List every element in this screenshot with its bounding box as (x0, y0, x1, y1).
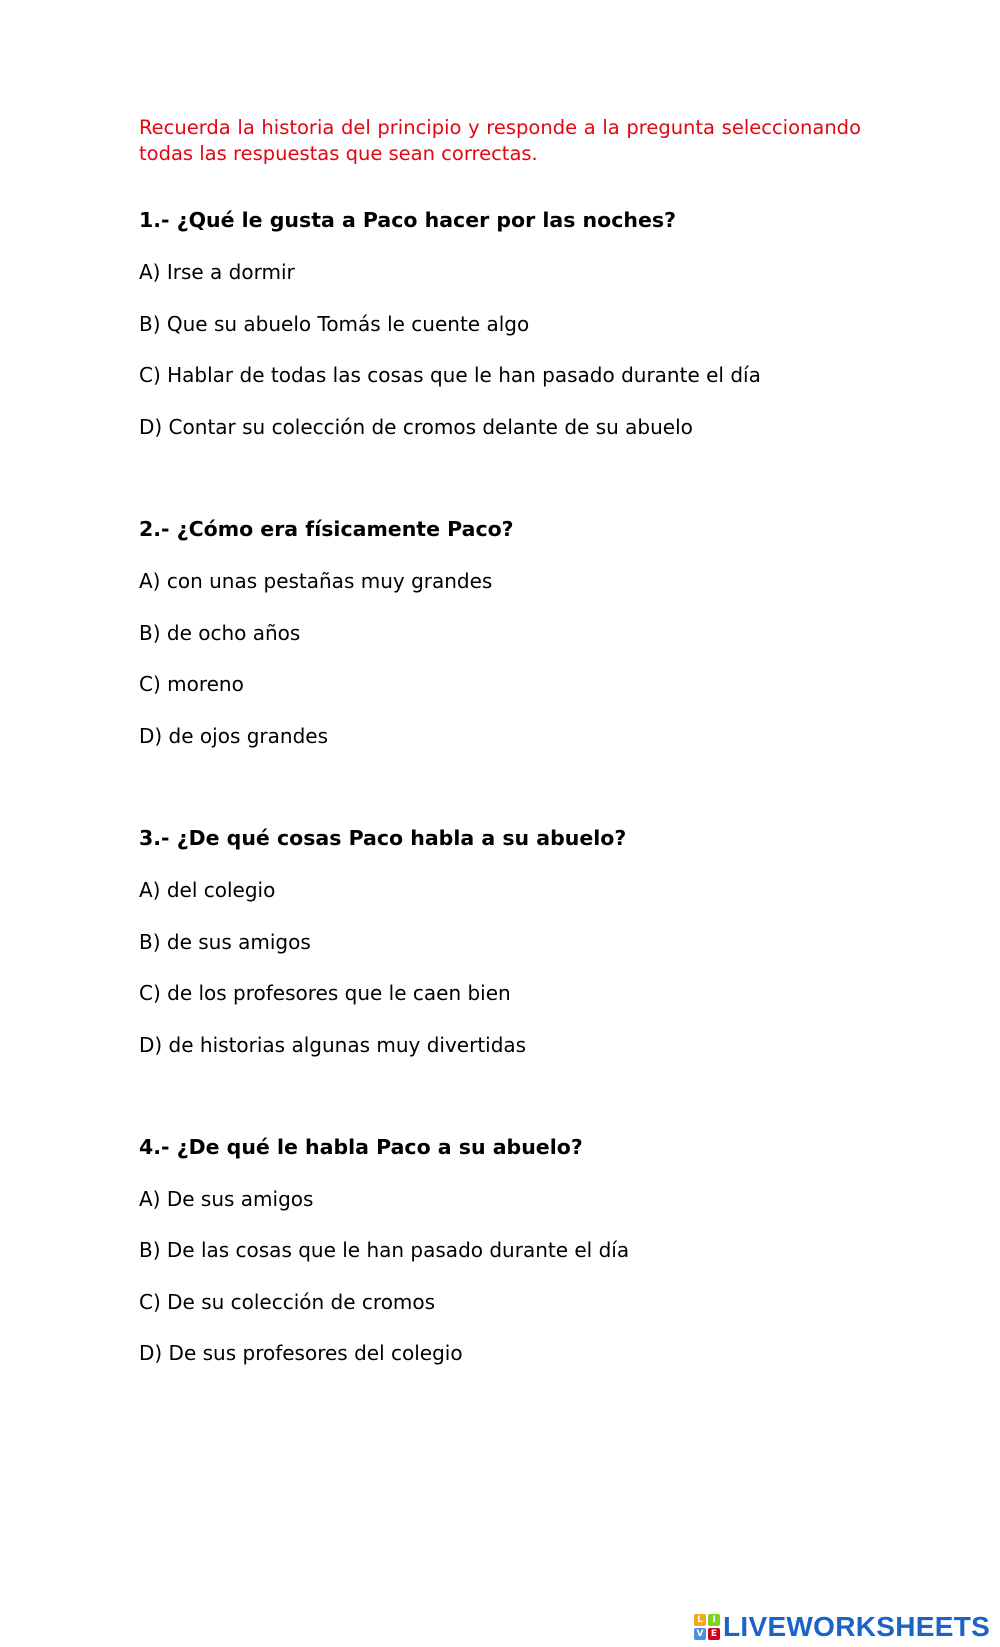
answer-option[interactable]: C) De su colección de cromos (139, 1290, 436, 1314)
answer-option[interactable]: B) de ocho años (139, 621, 301, 645)
answer-option[interactable]: A) con unas pestañas muy grandes (139, 569, 493, 593)
question-title: 3.- ¿De qué cosas Paco habla a su abuelo? (139, 826, 627, 850)
liveworksheets-logo-icon (694, 1614, 720, 1640)
answer-option[interactable]: D) Contar su colección de cromos delante de su abuelo (139, 415, 693, 439)
question-title: 2.- ¿Cómo era físicamente Paco? (139, 517, 514, 541)
answer-option[interactable]: A) De sus amigos (139, 1187, 314, 1211)
brand-name: LIVEWORKSHEETS (723, 1611, 991, 1642)
logo-letter-e: E (708, 1628, 720, 1640)
answer-option[interactable]: A) Irse a dormir (139, 260, 295, 284)
answer-option[interactable]: D) De sus profesores del colegio (139, 1341, 463, 1365)
answer-option[interactable]: C) Hablar de todas las cosas que le han pasado durante el día (139, 363, 761, 387)
logo-letter-v: V (694, 1628, 706, 1640)
answer-option[interactable]: C) de los profesores que le caen bien (139, 981, 511, 1005)
answer-option[interactable]: D) de historias algunas muy divertidas (139, 1033, 527, 1057)
logo-letter-i: I (708, 1614, 720, 1626)
answer-option[interactable]: B) De las cosas que le han pasado durante el día (139, 1238, 630, 1262)
instructions-text: Recuerda la historia del principio y responde a la pregunta seleccionando todas las respuestas que sean correctas. (139, 116, 861, 165)
answer-option[interactable]: B) de sus amigos (139, 930, 311, 954)
answer-option[interactable]: C) moreno (139, 672, 244, 696)
answer-option[interactable]: A) del colegio (139, 878, 276, 902)
liveworksheets-brand (694, 1612, 990, 1642)
answer-option[interactable]: B) Que su abuelo Tomás le cuente algo (139, 312, 530, 336)
question-title: 1.- ¿Qué le gusta a Paco hacer por las noches? (139, 208, 676, 232)
answer-option[interactable]: D) de ojos grandes (139, 724, 328, 748)
question-title: 4.- ¿De qué le habla Paco a su abuelo? (139, 1135, 583, 1159)
logo-letter-l: L (694, 1614, 706, 1626)
